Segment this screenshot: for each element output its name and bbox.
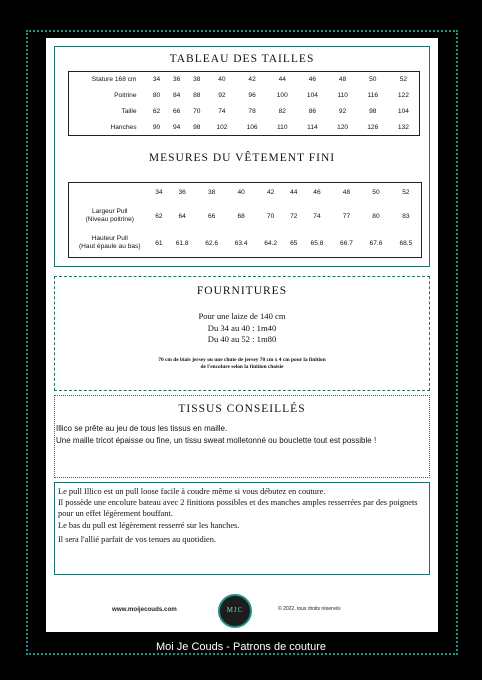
size-cell: 114 [307, 123, 318, 131]
description-paragraph: Le pull Illico est un pull loose facile à coudre même si vous débutez en couture. [58, 487, 326, 496]
size-cell: 78 [248, 108, 256, 115]
supplies-section [54, 276, 430, 391]
description-section [54, 482, 430, 575]
finished-size-header: 52 [402, 189, 410, 197]
size-cell: 70 [193, 108, 201, 115]
finished-cell: 64 [178, 212, 186, 220]
supplies-line: Du 34 au 40 : 1m40 [207, 322, 277, 333]
supplies-title: FOURNITURES [196, 285, 288, 297]
size-cell: 62 [152, 108, 161, 115]
finished-size-header: 36 [178, 189, 186, 197]
finished-row-label [69, 203, 151, 230]
finished-cell: 62 [155, 212, 163, 220]
size-table [68, 71, 420, 136]
finished-row [69, 230, 422, 258]
finished-cell: 70 [266, 212, 275, 220]
finished-cell: 66.7 [340, 239, 353, 247]
finished-size-header: 44 [290, 189, 298, 197]
blank-cell [69, 183, 151, 203]
finished-cell: 61 [155, 239, 163, 247]
size-cell: 132 [397, 123, 409, 131]
finished-cell: 74 [313, 212, 321, 220]
size-row-label: Stature 168 cm [91, 76, 137, 84]
finished-cell: 83 [402, 212, 410, 220]
copyright-text: © 2022, tous droits réservés [278, 606, 341, 612]
finished-label-sub: (Niveau poitrine) [85, 216, 134, 224]
size-cell: 98 [369, 108, 377, 115]
size-row-label: Hanches [110, 123, 137, 131]
size-cell: 98 [193, 123, 201, 131]
size-cell: 102 [216, 123, 228, 131]
fabrics-text [56, 423, 428, 447]
size-cell: 104 [306, 92, 318, 99]
size-cell: 88 [193, 92, 201, 99]
finished-label-sub: (Haut épaule au bas) [78, 243, 141, 251]
fabrics-line: Illico se prête au jeu de tous les tissus en maille. [56, 424, 228, 433]
size-chart-section [54, 46, 430, 267]
size-cell: 52 [399, 76, 408, 84]
size-cell: 38 [193, 76, 201, 84]
size-cell: 110 [337, 92, 348, 99]
finished-label-main: Largeur Pull [91, 208, 128, 216]
size-cell: 42 [248, 76, 256, 84]
finished-label-main: Hauteur Pull [91, 235, 128, 243]
finished-cell: 62.6 [205, 239, 219, 247]
website-link[interactable]: www.moijecouds.com [112, 606, 177, 613]
size-cell: 86 [308, 108, 317, 115]
description-text [58, 486, 426, 545]
size-cell: 122 [397, 92, 409, 99]
finished-row-label [69, 230, 151, 258]
finished-cell: 80 [372, 212, 380, 220]
finished-size-header: 50 [372, 189, 380, 197]
finished-size-header: 34 [155, 189, 163, 197]
supplies-note-line: 70 cm de biais jersey ou une chute de jersey 70 cm x 4 cm pour la finition [158, 357, 326, 363]
logo-text: MJC [226, 606, 244, 614]
description-paragraph: Il sera l'allié parfait de vos tenues au quotidien. [58, 534, 217, 544]
finished-header-row [69, 183, 422, 203]
finished-cell: 68 [237, 212, 245, 220]
size-cell: 50 [369, 76, 377, 84]
fabrics-line: Une maille tricot épaisse ou fine, un tissu sweat molletonné ou bouclette tout est possible ! [56, 436, 377, 445]
sheet-footer [46, 586, 438, 626]
size-row [69, 88, 420, 104]
size-cell: 110 [277, 123, 288, 131]
pattern-sheet [46, 38, 438, 632]
size-cell: 94 [172, 123, 181, 131]
description-paragraph: Il possède une encolure bateau avec 2 finitions possibles et des manches amples resserrées par des poignets pour un effet légèrement bouffant. [58, 498, 418, 519]
size-cell: 66 [172, 108, 181, 115]
finished-measures-table [68, 182, 422, 258]
finished-cell: 66 [207, 212, 216, 220]
fabrics-title: TISSUS CONSEILLÉS [178, 403, 306, 415]
finished-cell: 77 [342, 212, 351, 220]
supplies-line: Du 40 au 52 : 1m80 [207, 334, 277, 344]
supplies-text [55, 311, 429, 346]
finished-size-header: 48 [342, 189, 351, 197]
size-row-label: Poitrine [114, 92, 137, 99]
finished-cell: 72 [290, 212, 298, 220]
size-cell: 48 [338, 76, 347, 84]
size-cell: 36 [172, 76, 181, 84]
size-cell: 44 [278, 76, 286, 84]
finished-size-header: 46 [313, 189, 321, 197]
size-cell: 84 [172, 92, 181, 99]
brand-caption: Moi Je Couds - Patrons de couture [156, 641, 326, 653]
description-paragraph: Le bas du pull est légèrement resserré sur les hanches. [58, 520, 240, 530]
finished-cell: 67.6 [369, 239, 383, 247]
size-cell: 104 [397, 108, 409, 115]
size-cell: 34 [152, 76, 161, 84]
size-cell: 92 [218, 92, 226, 99]
finished-cell: 63.4 [234, 239, 248, 247]
size-cell: 46 [308, 76, 317, 84]
supplies-note-line: de l'encolure selon la finition choisie [200, 364, 284, 370]
size-row [69, 72, 420, 88]
finished-cell: 65.8 [310, 239, 324, 247]
finished-row [69, 203, 422, 230]
size-cell: 126 [367, 123, 379, 131]
size-cell: 106 [246, 123, 258, 131]
size-cell: 80 [152, 92, 161, 99]
finished-cell: 61.8 [175, 239, 189, 247]
size-chart-title: TABLEAU DES TAILLES [169, 53, 315, 65]
size-cell: 116 [367, 92, 379, 99]
finished-measures-title: MESURES DU VÊTEMENT FINI [148, 152, 336, 164]
finished-cell: 65 [290, 239, 298, 247]
size-cell: 82 [278, 108, 286, 115]
size-cell: 74 [218, 108, 226, 115]
size-cell: 40 [218, 76, 226, 84]
finished-size-header: 42 [266, 189, 275, 197]
size-cell: 92 [338, 108, 347, 115]
finished-cell: 64.2 [264, 239, 278, 247]
size-row [69, 120, 420, 136]
finished-size-header: 40 [237, 189, 245, 197]
size-row [69, 104, 420, 120]
finished-cell: 68.5 [399, 239, 413, 247]
finished-size-header: 38 [207, 189, 216, 197]
fabrics-section [54, 395, 430, 478]
size-cell: 96 [248, 92, 256, 99]
supplies-note [55, 357, 429, 371]
supplies-line: Pour une laize de 140 cm [198, 311, 286, 321]
size-row-label: Taille [121, 108, 137, 115]
size-cell: 90 [152, 123, 161, 131]
brand-logo [218, 594, 252, 628]
size-cell: 100 [276, 92, 288, 99]
size-cell: 120 [337, 123, 349, 131]
